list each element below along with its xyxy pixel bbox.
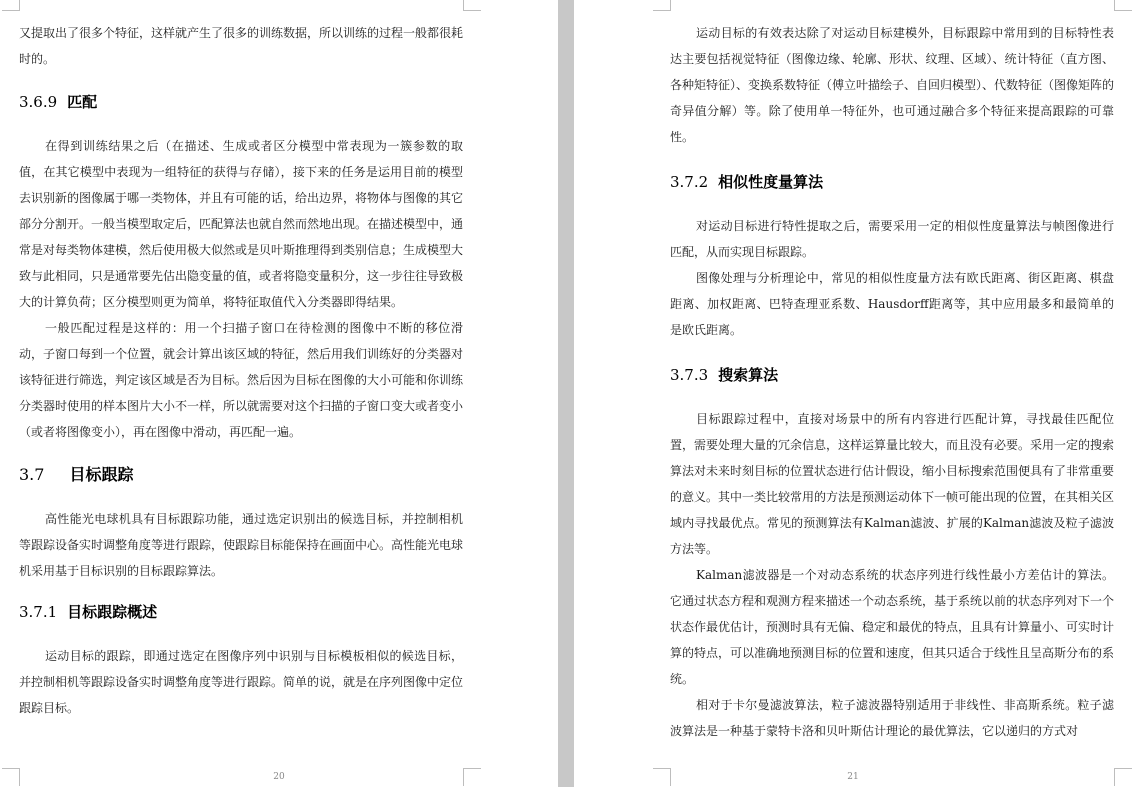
page-number: 21 <box>847 772 859 782</box>
section-number: 3.7.1 <box>19 603 58 621</box>
section-heading-3-7-3 <box>670 363 1114 387</box>
page-number: 20 <box>273 772 285 782</box>
page-body <box>670 20 1114 744</box>
section-heading-3-6-9 <box>19 90 463 114</box>
section-number: 3.7.2 <box>670 173 709 191</box>
paragraph: 在得到训练结果之后（在描述、生成或者区分模型中常表现为一簇参数的取值，在其它模型中表现为一组特征的获得与存储），接下来的任务是运用目前的模型去识别新的图像属于哪一类物体，并且有可能的话，给出边界，将物体与图像的其它部分分割开。一般当模型取定后，匹配算法也就自然而然地出现。在描述模型中，通常是对每类物体建模，然后使用极大似然或是贝叶斯推理得到类别信息；生成模型大致与此相同，只是通常要先估出隐变量的值，或者将隐变量积分，这一步往往导致极大的计算负荷；区分模型则更为简单，将特征取值代入分类器即得结果。 <box>19 139 464 309</box>
section-title: 目标跟踪 <box>69 465 134 484</box>
paragraph: 对运动目标进行特性提取之后，需要采用一定的相似性度量算法与帧图像进行匹配，从而实现目标跟踪。 <box>670 219 1114 259</box>
paragraph: 运动目标的跟踪，即通过选定在图像序列中识别与目标模板相似的候选目标，并控制相机等跟踪设备实时调整角度等进行跟踪。简单的说，就是在序列图像中定位跟踪目标。 <box>19 649 464 715</box>
paragraph: 相对于卡尔曼滤波算法，粒子滤波器特别适用于非线性、非高斯系统。粒子滤波算法是一种基于蒙特卡洛和贝叶斯估计理论的最优算法，它以递归的方式对 <box>670 698 1114 738</box>
paragraph: Kalman滤波器是一个对动态系统的状态序列进行线性最小方差估计的算法。它通过状态方程和观测方程来描述一个动态系统，基于系统以前的状态序列对下一个状态作最优估计，预测时具有无偏、稳定和最优的特点，且具有计算量小、可实时计算的特点，可以准确地预测目标的位置和速度，但其只适合于线性且呈高斯分布的系统。 <box>670 568 1115 686</box>
section-number: 3.7.3 <box>670 366 709 384</box>
crop-mark-top-right <box>463 0 481 11</box>
document-page-21 <box>574 0 1132 787</box>
section-title: 相似性度量算法 <box>718 173 824 191</box>
paragraph: 又提取出了很多个特征，这样就产生了很多的训练数据，所以训练的过程一般都很耗时的。 <box>19 26 464 66</box>
section-title: 匹配 <box>67 93 98 111</box>
document-page-20 <box>0 0 558 787</box>
section-heading-3-7-2 <box>670 170 1114 194</box>
section-heading-3-7-1 <box>19 600 463 624</box>
section-number: 3.6.9 <box>19 93 58 111</box>
paragraph: 目标跟踪过程中，直接对场景中的所有内容进行匹配计算，寻找最佳匹配位置，需要处理大量的冗余信息，这样运算量比较大，而且没有必要。采用一定的搜索算法对未来时刻目标的位置状态进行估计假设，缩小目标搜索范围便具有了非常重要的意义。其中一类比较常用的方法是预测运动体下一帧可能出现的位置，在其相关区域内寻找最优点。常见的预测算法有Kalman滤波、扩展的Kalman滤波及粒子滤波方法等。 <box>670 412 1115 556</box>
paragraph: 运动目标的有效表达除了对运动目标建模外，目标跟踪中常用到的目标特性表达主要包括视觉特征（图像边缘、轮廓、形状、纹理、区域）、统计特征（直方图、各种矩特征）、变换系数特征（傅立叶描绘子、自回归模型）、代数特征（图像矩阵的奇异值分解）等。除了使用单一特征外，也可通过融合多个特征来提高跟踪的可靠性。 <box>670 26 1115 144</box>
crop-mark-top-left <box>653 0 671 11</box>
crop-mark-top-right <box>1114 0 1132 11</box>
paragraph: 高性能光电球机具有目标跟踪功能，通过选定识别出的候选目标，并控制相机等跟踪设备实时调整角度等进行跟踪，使跟踪目标能保持在画面中心。高性能光电球机采用基于目标识别的目标跟踪算法。 <box>19 512 464 578</box>
crop-mark-top-left <box>2 0 20 11</box>
section-number: 3.7 <box>19 465 45 484</box>
section-heading-3-7 <box>19 463 463 487</box>
paragraph: 图像处理与分析理论中，常见的相似性度量方法有欧氏距离、街区距离、棋盘距离、加权距离、巴特查理亚系数、Hausdorff距离等，其中应用最多和最简单的是欧氏距离。 <box>670 271 1114 337</box>
page-body <box>19 20 463 721</box>
page-gutter <box>558 0 574 787</box>
paragraph: 一般匹配过程是这样的：用一个扫描子窗口在待检测的图像中不断的移位滑动，子窗口每到一个位置，就会计算出该区域的特征，然后用我们训练好的分类器对该特征进行筛选，判定该区域是否为目标。然后因为目标在图像的大小可能和你训练分类器时使用的样本图片大小不一样，所以就需要对这个扫描的子窗口变大或者变小（或者将图像变小），再在图像中滑动，再匹配一遍。 <box>19 321 464 439</box>
section-title: 目标跟踪概述 <box>67 603 158 621</box>
section-title: 搜索算法 <box>718 366 779 384</box>
